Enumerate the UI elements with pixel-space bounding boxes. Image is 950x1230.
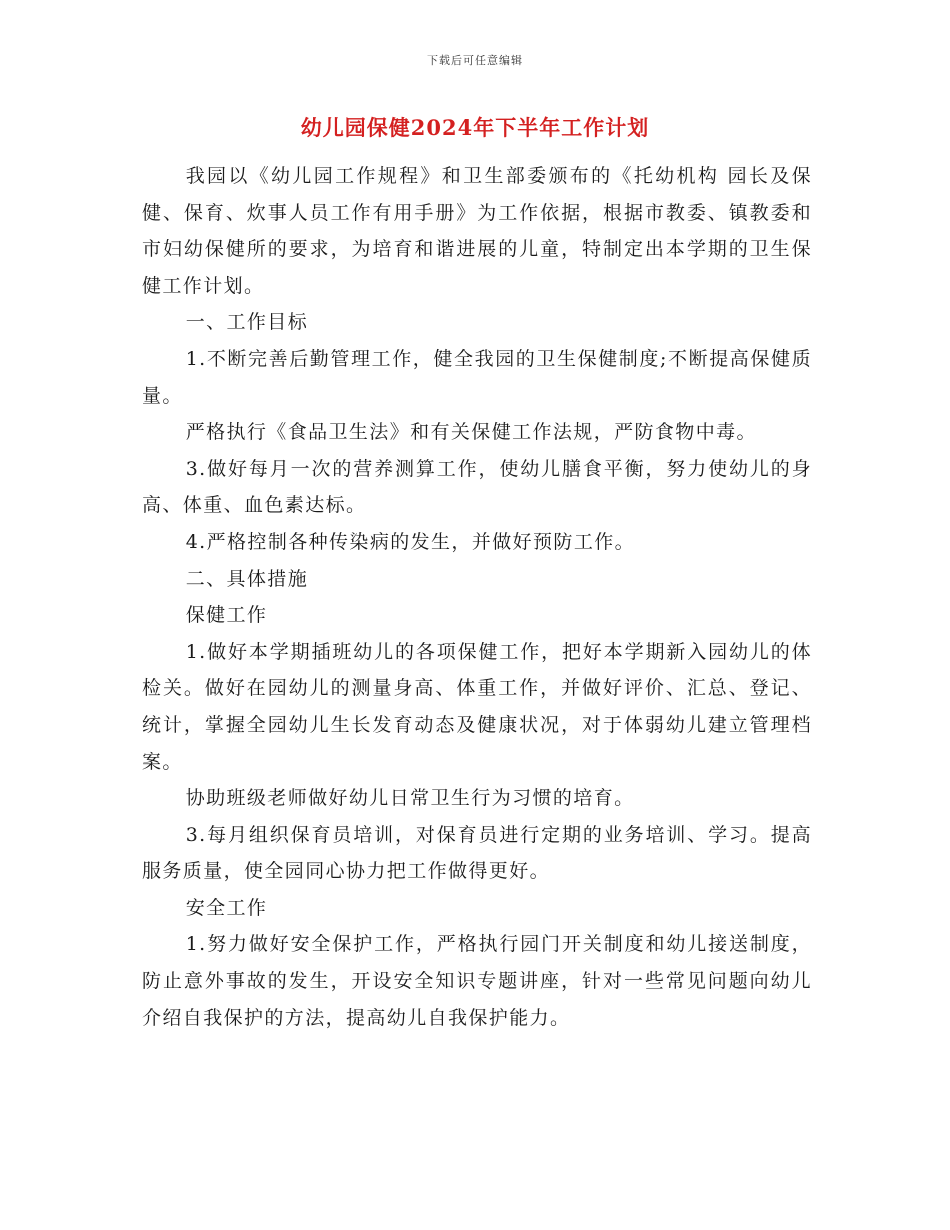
paragraph-health-1: 1.做好本学期插班幼儿的各项保健工作，把好本学期新入园幼儿的体检关。做好在园幼儿的测量身高、体重工作，并做好评价、汇总、登记、统计，掌握全园幼儿生长发育动态及健康状况，对于体弱幼儿建立管理档案。	[142, 640, 812, 773]
document-title: 幼儿园保健2024年下半年工作计划	[300, 115, 650, 140]
paragraph-intro: 我园以《幼儿园工作规程》和卫生部委颁布的《托幼机构 园长及保健、保育、炊事人员工作有用手册》为工作依据，根据市教委、镇教委和市妇幼保健所的要求，为培育和谐进展的儿童，特制定出本学期的卫生保健工作计划。	[142, 165, 812, 297]
page-header-note: 下载后可任意编辑	[427, 54, 523, 67]
paragraph-health-2: 协助班级老师做好幼儿日常卫生行为习惯的培育。	[185, 787, 635, 810]
section-heading-measures: 二、具体措施	[185, 567, 309, 590]
subheading-safety-work: 安全工作	[185, 896, 268, 919]
section-heading-goals: 一、工作目标	[185, 311, 309, 334]
subheading-health-work: 保健工作	[185, 604, 268, 627]
document-body	[142, 158, 812, 1036]
paragraph-goal-3: 3.做好每月一次的营养测算工作，使幼儿膳食平衡，努力使幼儿的身高、体重、血色素达标。	[142, 457, 812, 517]
paragraph-goal-2: 严格执行《食品卫生法》和有关保健工作法规，严防食物中毒。	[185, 421, 757, 444]
paragraph-safety-1: 1.努力做好安全保护工作，严格执行园门开关制度和幼儿接送制度，防止意外事故的发生，开设安全知识专题讲座，针对一些常见问题向幼儿介绍自我保护的方法，提高幼儿自我保护能力。	[142, 933, 812, 1029]
paragraph-goal-1: 1.不断完善后勤管理工作，健全我园的卫生保健制度;不断提高保健质量。	[142, 347, 812, 407]
paragraph-goal-4: 4.严格控制各种传染病的发生，并做好预防工作。	[185, 530, 636, 553]
paragraph-health-3: 3.每月组织保育员培训，对保育员进行定期的业务培训、学习。提高服务质量，使全园同心协力把工作做得更好。	[142, 823, 812, 883]
